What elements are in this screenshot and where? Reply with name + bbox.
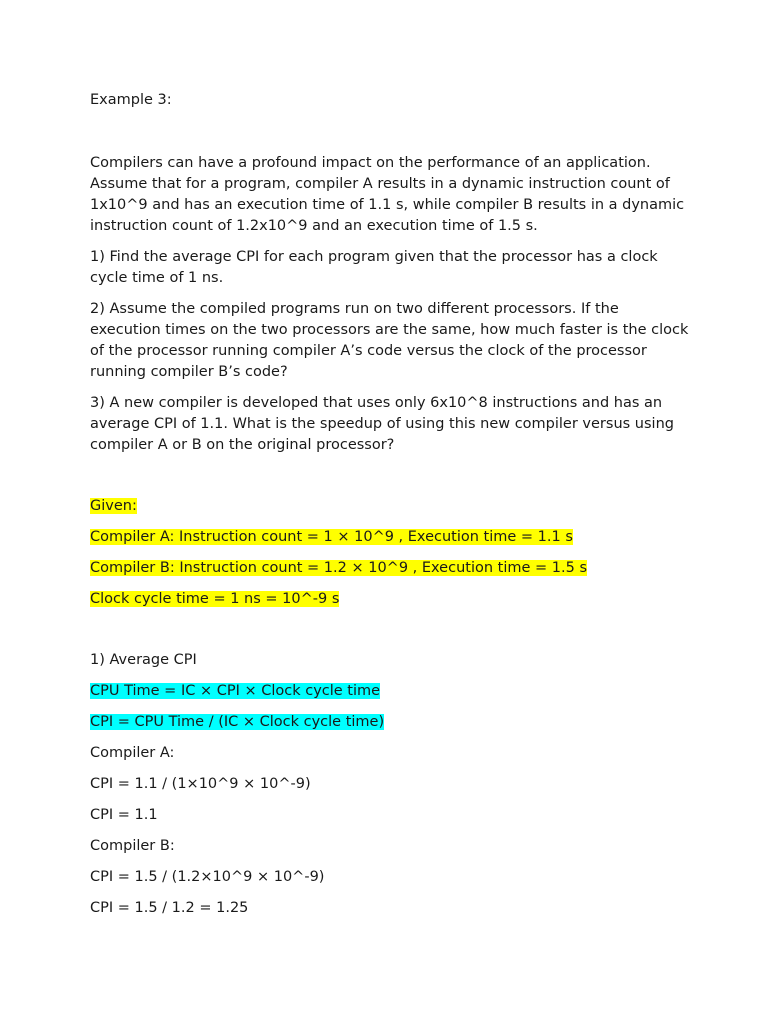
compiler-a-calc: CPI = 1.1 / (1×10^9 × 10^-9) bbox=[90, 776, 311, 792]
compiler-b-result: CPI = 1.5 / 1.2 = 1.25 bbox=[90, 900, 249, 916]
given-compiler-a: Compiler A: Instruction count = 1 × 10^9 , Execution time = 1.1 s bbox=[90, 529, 573, 545]
compiler-a-result: CPI = 1.1 bbox=[90, 807, 158, 823]
compiler-b-label: Compiler B: bbox=[90, 838, 175, 854]
cpu-time-formula: CPU Time = IC × CPI × Clock cycle time bbox=[90, 683, 381, 699]
given-heading: Given: bbox=[90, 498, 137, 514]
question-1: 1) Find the average CPI for each program given that the processor has a clock cycle time of 1 ns. bbox=[90, 249, 658, 286]
solution-1-heading: 1) Average CPI bbox=[90, 652, 197, 668]
compiler-a-label: Compiler A: bbox=[90, 745, 175, 761]
cpi-formula: CPI = CPU Time / (IC × Clock cycle time) bbox=[90, 714, 385, 730]
question-3: 3) A new compiler is developed that uses only 6x10^8 instructions and has an average CPI of 1.1. What is the speedup of using this new compiler versus using compiler A or B on the original processor? bbox=[90, 395, 674, 453]
problem-intro: Compilers can have a profound impact on the performance of an application. Assume that for a program, compiler A results in a dynamic instruction count of 1x10^9 and has an execution time of 1.1 s, while compiler B results in a dynamic instruction count of 1.2x10^9 and an execution time of 1.5 s. bbox=[90, 155, 685, 234]
example-title: Example 3: bbox=[90, 92, 172, 108]
question-2: 2) Assume the compiled programs run on two different processors. If the execution times on the two processors are the same, how much faster is the clock of the processor running compiler A’s code versus the clock of the processor running compiler B’s code? bbox=[90, 301, 689, 380]
given-compiler-b: Compiler B: Instruction count = 1.2 × 10^9 , Execution time = 1.5 s bbox=[90, 560, 588, 576]
document-body bbox=[90, 90, 690, 929]
given-clock: Clock cycle time = 1 ns = 10^-9 s bbox=[90, 591, 340, 607]
compiler-b-calc: CPI = 1.5 / (1.2×10^9 × 10^-9) bbox=[90, 869, 325, 885]
